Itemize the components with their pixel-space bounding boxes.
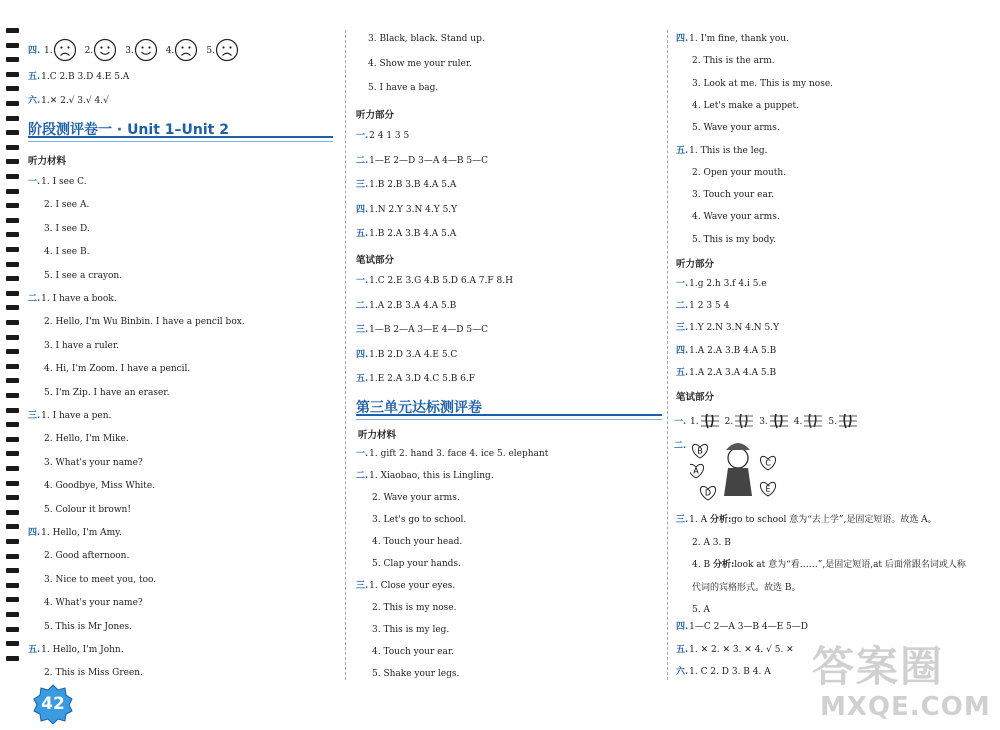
line-text: 1. Xiaobao, this is Lingling. bbox=[369, 471, 494, 481]
line-text: 1.B 2.B 3.B 4.A 5.A bbox=[369, 180, 457, 190]
happy-face-icon bbox=[134, 38, 158, 62]
line-text: 2. This is Miss Green. bbox=[44, 668, 143, 679]
spine-dash bbox=[6, 72, 19, 77]
spine-dash bbox=[6, 335, 19, 340]
line-text: 1. Hello, I'm John. bbox=[41, 645, 124, 655]
column-divider bbox=[345, 30, 346, 680]
text-line bbox=[44, 316, 245, 328]
text-line bbox=[356, 324, 488, 336]
line-text: 3. Let's go to school. bbox=[372, 515, 467, 525]
spine-dash bbox=[6, 656, 19, 661]
spine-dash bbox=[6, 364, 19, 369]
spine-dash bbox=[6, 28, 19, 33]
analysis-label: 分析: bbox=[712, 560, 735, 570]
line-text: 3. Look at me. This is my nose. bbox=[692, 78, 834, 89]
question-number: 五. bbox=[28, 645, 41, 655]
line-text: 1.N 2.Y 3.N 4.Y 5.Y bbox=[369, 204, 458, 215]
line-text: 2. Good afternoon. bbox=[44, 551, 130, 562]
heart-shape-icon bbox=[760, 482, 775, 496]
handwriting-glyph-icon bbox=[802, 412, 824, 430]
line-text: 1—E 2—D 3—A 4—B 5—C bbox=[369, 155, 488, 166]
spine-dash bbox=[6, 451, 19, 456]
spine-dash bbox=[6, 568, 19, 573]
text-line bbox=[28, 527, 122, 539]
line-text: 1.B 2.A 3.B 4.A 5.A bbox=[369, 229, 457, 239]
line-text: 2. Open your mouth. bbox=[692, 167, 787, 178]
spine-dash bbox=[6, 291, 19, 296]
line-text: 1. ✕ 2. ✕ 3. ✕ 4. √ 5. ✕ bbox=[689, 644, 794, 655]
line-text: 2. Hello, I'm Mike. bbox=[44, 434, 129, 445]
answer-row-handwriting bbox=[674, 412, 859, 432]
subsection-title: 听力材料 bbox=[28, 156, 67, 167]
text-line bbox=[44, 270, 122, 282]
spine-dash bbox=[6, 203, 19, 208]
line-text: 4. Show me your ruler. bbox=[368, 58, 473, 69]
question-number: 三. bbox=[356, 581, 369, 591]
line-text: 4. Goodbye, Miss White. bbox=[44, 481, 156, 492]
question-number: 五. bbox=[676, 145, 689, 156]
spine-dash bbox=[6, 189, 19, 194]
spine-dash bbox=[6, 408, 19, 413]
text-line bbox=[692, 189, 774, 201]
spine-dash bbox=[6, 539, 19, 544]
spine-dash bbox=[6, 481, 19, 486]
text-line bbox=[692, 122, 780, 134]
subsection-title: 笔试部分 bbox=[356, 255, 395, 266]
section-header bbox=[356, 396, 662, 416]
answer-text: 1.✕ 2.√ 3.√ 4.√ bbox=[41, 96, 109, 106]
text-line bbox=[372, 646, 454, 658]
spine-dash bbox=[6, 524, 19, 529]
watermark bbox=[792, 634, 992, 726]
question-number: 二. bbox=[28, 294, 41, 304]
line-text: 2. I see A. bbox=[44, 200, 90, 211]
spine-dash bbox=[6, 510, 19, 515]
handwriting-glyph-icon bbox=[837, 412, 859, 430]
line-text: 1.B 2.D 3.A 4.E 5.C bbox=[369, 349, 458, 360]
section-title: 第三单元达标测评卷 bbox=[356, 400, 482, 416]
line-text: 1.A 2.A 3.B 4.A 5.B bbox=[689, 345, 777, 356]
question-number: 三. bbox=[356, 180, 369, 190]
question-number: 二. bbox=[356, 155, 369, 166]
section-header bbox=[28, 118, 333, 138]
handwriting-number: 5. bbox=[828, 416, 837, 427]
answer-row-faces bbox=[28, 38, 239, 62]
handwriting-number: 1. bbox=[690, 416, 699, 427]
handwriting-number: 4. bbox=[793, 416, 803, 427]
spine-dash bbox=[6, 232, 19, 237]
spine-dash bbox=[6, 218, 19, 223]
question-number: 四. bbox=[356, 204, 369, 215]
handwriting-glyph-icon bbox=[768, 412, 790, 430]
text-line bbox=[44, 667, 143, 679]
line-text: 1.C 2.E 3.G 4.B 5.D 6.A 7.F 8.H bbox=[369, 276, 513, 286]
page-number: 42 bbox=[41, 694, 65, 714]
line-text: 3. I have a ruler. bbox=[44, 340, 120, 351]
watermark-text: 答案圈 bbox=[812, 642, 945, 691]
line-text: 1 2 3 5 4 bbox=[689, 301, 730, 312]
spine-dash bbox=[6, 349, 19, 354]
analysis-text: go to school 意为“去上学”,是固定短语。故选 A。 bbox=[731, 515, 937, 525]
text-line bbox=[356, 470, 494, 482]
text-line bbox=[356, 155, 488, 167]
text-line bbox=[372, 668, 459, 680]
line-text: 4. Let's make a puppet. bbox=[692, 100, 799, 111]
spine-dash bbox=[6, 305, 19, 310]
handwriting-glyph-icon bbox=[699, 412, 721, 430]
heart-shape-icon bbox=[760, 456, 775, 470]
sad-face-icon bbox=[53, 38, 77, 62]
question-number: 一. bbox=[674, 416, 687, 427]
line-text: 5. I see a crayon. bbox=[44, 270, 123, 281]
spine-dash bbox=[6, 101, 19, 106]
spine-dash bbox=[6, 466, 19, 471]
text-line bbox=[676, 145, 768, 157]
heart-letter: D bbox=[704, 488, 712, 498]
question-number: 四. bbox=[28, 528, 41, 538]
line-text: 1.E 2.A 3.D 4.C 5.B 6.F bbox=[369, 374, 475, 384]
question-number: 一. bbox=[356, 449, 369, 459]
heart-letter: C bbox=[765, 458, 771, 468]
question-number: 一. bbox=[356, 276, 369, 286]
line-text: 2 4 1 3 5 bbox=[369, 131, 410, 141]
line-text: 1. I see C. bbox=[41, 177, 87, 187]
spine-dash bbox=[6, 627, 19, 632]
spine-dash bbox=[6, 43, 19, 48]
line-text: 1.A 2.B 3.A 4.A 5.B bbox=[369, 300, 457, 311]
spine-dash bbox=[6, 437, 19, 442]
text-line bbox=[676, 300, 729, 312]
line-text: 5. A bbox=[692, 605, 710, 615]
spine-dash bbox=[6, 247, 19, 252]
cartoon-figure-icon bbox=[724, 443, 752, 496]
text-line bbox=[676, 666, 771, 678]
face-number: 3. bbox=[125, 45, 134, 56]
faces-answers bbox=[44, 46, 239, 56]
text-line bbox=[692, 78, 833, 90]
text-line bbox=[356, 275, 513, 287]
spine-dash bbox=[6, 583, 19, 588]
spine-dash bbox=[6, 554, 19, 559]
text-line bbox=[372, 514, 466, 526]
text-line bbox=[356, 373, 475, 385]
spine-dash bbox=[6, 262, 19, 267]
text-line bbox=[44, 223, 90, 235]
text-line bbox=[356, 580, 455, 592]
answer-row bbox=[28, 95, 109, 107]
question-number: 二. bbox=[356, 300, 369, 311]
line-text: 5. I have a bag. bbox=[368, 83, 439, 93]
question-number: 五. bbox=[676, 367, 689, 378]
line-text: 5. Shake your legs. bbox=[372, 669, 460, 679]
spine-dash bbox=[6, 57, 19, 62]
text-line bbox=[356, 448, 548, 460]
text-line bbox=[676, 345, 776, 357]
text-line bbox=[44, 387, 169, 399]
binding-spine bbox=[6, 28, 20, 668]
analysis-text: look at 意为“看……”,是固定短语,at 后面常跟名词或人称 bbox=[734, 560, 966, 570]
happy-face-icon bbox=[93, 38, 117, 62]
question-number: 四. bbox=[676, 34, 689, 44]
subsection-title: 听力材料 bbox=[358, 430, 397, 441]
line-text: 1. Close your eyes. bbox=[369, 581, 456, 591]
face-number: 2. bbox=[84, 45, 94, 56]
question-number: 四. bbox=[676, 622, 689, 632]
text-line bbox=[676, 322, 779, 334]
text-line bbox=[676, 621, 808, 633]
heart-letter: A bbox=[693, 466, 699, 476]
line-text: 4. I see B. bbox=[44, 247, 90, 258]
handwriting-number: 2. bbox=[724, 416, 734, 427]
text-line bbox=[44, 480, 155, 492]
text-line bbox=[44, 363, 190, 375]
text-line bbox=[676, 644, 794, 656]
text-line bbox=[28, 293, 117, 305]
face-number: 1. bbox=[44, 45, 53, 56]
text-line bbox=[692, 537, 731, 549]
heart-matching-diagram bbox=[690, 436, 790, 504]
text-line bbox=[356, 228, 456, 240]
answer-text: 1.C 2.B 3.D 4.E 5.A bbox=[41, 72, 130, 82]
question-number: 五. bbox=[676, 644, 689, 655]
spine-dash bbox=[6, 378, 19, 383]
spine-dash bbox=[6, 86, 19, 91]
line-text: 4. Touch your head. bbox=[372, 537, 463, 547]
line-text: 2. This is my nose. bbox=[372, 603, 457, 613]
text-line bbox=[44, 597, 143, 609]
line-text: 4. B bbox=[692, 560, 713, 570]
question-number: 三. bbox=[676, 515, 689, 525]
text-line bbox=[692, 55, 775, 67]
spine-dash bbox=[6, 641, 19, 646]
line-text: 1. Hello, I'm Amy. bbox=[41, 528, 122, 538]
text-line bbox=[356, 349, 457, 361]
text-line bbox=[372, 558, 461, 570]
spine-dash bbox=[6, 145, 19, 150]
spine-dash bbox=[6, 130, 19, 135]
question-number: 三. bbox=[676, 323, 689, 334]
text-line bbox=[28, 176, 87, 188]
text-line bbox=[692, 582, 800, 594]
handwriting-answers bbox=[690, 417, 859, 427]
heart-letter: E bbox=[765, 484, 771, 494]
line-text: 2. Hello, I'm Wu Binbin. I have a pencil box. bbox=[44, 317, 245, 328]
spine-dash bbox=[6, 612, 19, 617]
text-line bbox=[372, 536, 462, 548]
spine-dash bbox=[6, 495, 19, 500]
spine-dash bbox=[6, 422, 19, 427]
answer-row bbox=[28, 71, 129, 83]
spine-dash bbox=[6, 159, 19, 164]
line-text: 1—B 2—A 3—E 4—D 5—C bbox=[369, 325, 488, 335]
line-text: 5. This is Mr Jones. bbox=[44, 621, 132, 632]
text-line bbox=[692, 604, 710, 616]
line-text: 1.Y 2.N 3.N 4.N 5.Y bbox=[689, 323, 780, 334]
line-text: 1—C 2—A 3—B 4—E 5—D bbox=[689, 622, 808, 632]
line-text: 1. This is the leg. bbox=[689, 145, 768, 156]
text-line bbox=[676, 367, 776, 379]
line-text: 3. Nice to meet you, too. bbox=[44, 574, 157, 585]
text-line bbox=[44, 457, 143, 469]
question-number: 四. bbox=[356, 349, 369, 360]
page-number-badge bbox=[32, 684, 74, 724]
text-line bbox=[692, 167, 786, 179]
sad-face-icon bbox=[174, 38, 198, 62]
section-title: 阶段测评卷一 · Unit 1–Unit 2 bbox=[28, 122, 229, 138]
heart-shape-icon bbox=[692, 444, 707, 458]
text-line bbox=[356, 204, 457, 216]
line-text: 4. Touch your ear. bbox=[372, 647, 454, 657]
sad-face-icon bbox=[215, 38, 239, 62]
text-line bbox=[44, 246, 89, 258]
subsection-title: 听力部分 bbox=[356, 110, 395, 121]
text-line bbox=[372, 624, 449, 636]
line-text: 2. This is the arm. bbox=[692, 56, 775, 67]
spine-dash bbox=[6, 174, 19, 179]
watermark-url: MXQE.COM bbox=[820, 692, 991, 722]
heart-shape-icon bbox=[700, 486, 715, 500]
subsection-title: 听力部分 bbox=[676, 259, 715, 270]
text-line bbox=[44, 199, 89, 211]
heart-letter: B bbox=[697, 446, 703, 456]
line-text: 代词的宾格形式。故选 B。 bbox=[692, 582, 801, 593]
text-line bbox=[372, 602, 456, 614]
line-text: 3. This is my leg. bbox=[372, 625, 450, 635]
line-text: 3. I see D. bbox=[44, 223, 90, 234]
question-number: 五. bbox=[28, 72, 41, 82]
line-text: 5. Clap your hands. bbox=[372, 559, 461, 569]
text-line bbox=[692, 559, 966, 571]
question-number: 五. bbox=[356, 229, 369, 239]
line-text: 5. Colour it brown! bbox=[44, 504, 131, 515]
text-line bbox=[44, 504, 131, 516]
face-number: 5. bbox=[206, 45, 215, 56]
question-number: 一. bbox=[28, 177, 41, 187]
line-text: 1. gift 2. hand 3. face 4. ice 5. elephant bbox=[369, 449, 549, 459]
line-text: 1. I'm fine, thank you. bbox=[689, 34, 789, 44]
handwriting-glyph-icon bbox=[733, 412, 755, 430]
line-text: 4. Wave your arms. bbox=[692, 212, 780, 223]
text-line bbox=[44, 621, 132, 633]
text-line bbox=[676, 514, 937, 526]
line-text: 1. C 2. D 3. B 4. A bbox=[689, 667, 771, 677]
text-line bbox=[368, 58, 472, 70]
line-text: 1.g 2.h 3.f 4.i 5.e bbox=[689, 279, 767, 289]
question-number: 一. bbox=[676, 279, 689, 289]
line-text: 2. Wave your arms. bbox=[372, 493, 460, 503]
line-text: 2. A 3. B bbox=[692, 537, 731, 548]
text-line bbox=[676, 33, 789, 45]
heart-shape-icon bbox=[690, 464, 704, 478]
question-number: 二. bbox=[674, 441, 687, 451]
text-line bbox=[356, 130, 409, 142]
line-text: 1.A 2.A 3.A 4.A 5.B bbox=[689, 367, 777, 378]
line-text: 3. What's your name? bbox=[44, 457, 143, 468]
text-line bbox=[692, 211, 780, 223]
question-number: 三. bbox=[28, 411, 41, 421]
spine-dash bbox=[6, 393, 19, 398]
text-line bbox=[676, 278, 767, 290]
line-text: 3. Black, black. Stand up. bbox=[368, 34, 485, 44]
line-text: 1. A bbox=[689, 515, 710, 525]
question-number: 二. bbox=[356, 471, 369, 481]
question-number: 三. bbox=[356, 325, 369, 335]
spine-dash bbox=[6, 320, 19, 325]
line-text: 4. What's your name? bbox=[44, 598, 143, 609]
line-text: 3. Touch your ear. bbox=[692, 190, 774, 201]
text-line bbox=[372, 492, 460, 504]
question-number-row bbox=[674, 440, 687, 452]
question-number: 一. bbox=[356, 131, 369, 141]
spine-dash bbox=[6, 597, 19, 602]
analysis-label: 分析: bbox=[709, 515, 732, 525]
text-line bbox=[44, 574, 156, 586]
line-text: 5. This is my body. bbox=[692, 234, 777, 245]
text-line bbox=[356, 179, 456, 191]
text-line bbox=[692, 234, 776, 246]
spine-dash bbox=[6, 116, 19, 121]
face-number: 4. bbox=[165, 45, 175, 56]
text-line bbox=[44, 550, 129, 562]
column-divider bbox=[667, 30, 668, 680]
text-line bbox=[368, 33, 485, 45]
text-line bbox=[44, 340, 119, 352]
line-text: 5. I'm Zip. I have an eraser. bbox=[44, 387, 170, 398]
spine-dash bbox=[6, 276, 19, 281]
line-text: 1. I have a book. bbox=[41, 294, 117, 304]
line-text: 1. I have a pen. bbox=[41, 411, 112, 421]
question-number: 六. bbox=[676, 667, 689, 677]
text-line bbox=[368, 82, 438, 94]
question-number: 五. bbox=[356, 374, 369, 384]
text-line bbox=[356, 300, 456, 312]
text-line bbox=[28, 410, 111, 422]
line-text: 4. Hi, I'm Zoom. I have a pencil. bbox=[44, 364, 191, 375]
question-number: 二. bbox=[676, 301, 689, 312]
text-line bbox=[692, 100, 799, 112]
question-number: 六. bbox=[28, 96, 41, 106]
text-line bbox=[28, 644, 124, 656]
subsection-title: 笔试部分 bbox=[676, 392, 715, 403]
question-number: 四. bbox=[676, 345, 689, 356]
question-number: 四. bbox=[28, 45, 41, 56]
line-text: 5. Wave your arms. bbox=[692, 123, 780, 134]
text-line bbox=[44, 433, 129, 445]
handwriting-number: 3. bbox=[759, 416, 768, 427]
